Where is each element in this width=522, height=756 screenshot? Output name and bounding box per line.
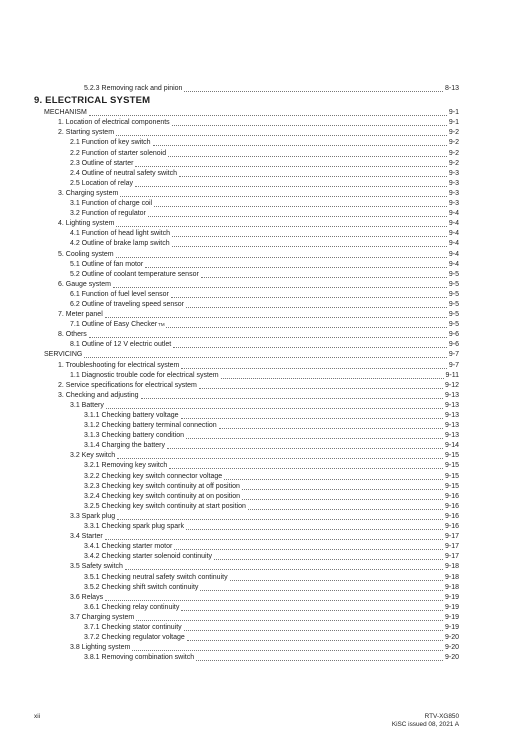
- toc-entry-page: 9-5: [448, 290, 459, 298]
- dot-leader: [230, 580, 443, 581]
- toc-entry-title: 5.2 Outline of coolant temperature sensor: [70, 270, 199, 278]
- toc-entry-title: 6.2 Outline of traveling speed sensor: [70, 300, 185, 308]
- footer-page-number: xii: [34, 713, 41, 720]
- toc-entry-page: 9-18: [444, 583, 459, 591]
- toc-entry-page: 9-2: [448, 139, 459, 147]
- dot-leader: [120, 196, 447, 197]
- toc-entry[interactable]: [0, 270, 522, 280]
- toc-entry-title: 4.1 Function of head light switch: [70, 230, 171, 238]
- toc-entry-page: 9-4: [448, 220, 459, 228]
- toc-entry-page: 9-4: [448, 240, 459, 248]
- toc-entry[interactable]: [0, 128, 522, 138]
- toc-entry[interactable]: [0, 643, 522, 653]
- toc-entry[interactable]: [0, 159, 522, 169]
- toc-entry-title: 3.7.1 Checking stator continuity: [84, 623, 182, 631]
- footer-document-info: [392, 713, 459, 729]
- toc-entry[interactable]: [0, 572, 522, 582]
- toc-entry-page: 9-15: [444, 452, 459, 460]
- toc-entry[interactable]: [0, 391, 522, 401]
- toc-entry-title: 3.6.1 Checking relay continuity: [84, 603, 180, 611]
- toc-entry-page: 8-13: [444, 85, 459, 93]
- toc-entry-title: 2. Service specifications for electrical system: [58, 381, 197, 389]
- dot-leader: [186, 529, 443, 530]
- toc-entry-title: 3.2.3 Checking key switch continuity at off position: [84, 482, 240, 490]
- dot-leader: [187, 640, 443, 641]
- toc-entry-page: 9-20: [444, 644, 459, 652]
- toc-entry[interactable]: [0, 593, 522, 603]
- dot-leader: [214, 559, 443, 560]
- toc-entry[interactable]: [0, 441, 522, 451]
- toc-entry[interactable]: [0, 189, 522, 199]
- dot-leader: [141, 398, 443, 399]
- toc-entry-page: 9-1: [448, 109, 459, 117]
- dot-leader: [116, 226, 446, 227]
- toc-entry[interactable]: [0, 562, 522, 572]
- toc-entry-title: 2.2 Function of starter solenoid: [70, 149, 167, 157]
- toc-entry[interactable]: [0, 401, 522, 411]
- toc-entry-title: 7.1 Outline of Easy Checker: [70, 321, 158, 329]
- toc-entry-page: 9-2: [448, 149, 459, 157]
- toc-entry-title: 4.2 Outline of brake lamp switch: [70, 240, 170, 248]
- dot-leader: [172, 246, 447, 247]
- toc-entry-title: 1.1 Diagnostic trouble code for electrical system: [70, 371, 219, 379]
- toc-entry[interactable]: [0, 633, 522, 643]
- toc-entry[interactable]: [0, 522, 522, 532]
- toc-entry[interactable]: [0, 249, 522, 259]
- toc-entry-page: 9-12: [444, 381, 459, 389]
- dot-leader: [171, 297, 447, 298]
- toc-entry[interactable]: [0, 492, 522, 502]
- dot-leader: [135, 186, 447, 187]
- dot-leader: [106, 408, 443, 409]
- toc-entry-title: 4. Lighting system: [58, 220, 115, 228]
- toc-entry-page: 9-6: [448, 341, 459, 349]
- dot-leader: [174, 549, 443, 550]
- dot-leader: [186, 438, 443, 439]
- toc-entry[interactable]: [0, 179, 522, 189]
- dot-leader: [145, 267, 447, 268]
- toc-entry-title: 2.1 Function of key switch: [70, 139, 151, 147]
- dot-leader: [135, 166, 446, 167]
- toc-entry[interactable]: [0, 310, 522, 320]
- toc-entry-page: 9-19: [444, 593, 459, 601]
- toc-entry-title: 3.1.3 Checking battery condition: [84, 432, 185, 440]
- toc-entry-title: 6.1 Function of fuel level sensor: [70, 290, 169, 298]
- toc-entry-title: 3.7.2 Checking regulator voltage: [84, 634, 185, 642]
- toc-entry-page: 9-16: [444, 492, 459, 500]
- dot-leader: [154, 206, 447, 207]
- toc-entry-title: 5.1 Outline of fan motor: [70, 260, 144, 268]
- toc-entry-title: 3.4.1 Checking starter motor: [84, 543, 173, 551]
- toc-entry[interactable]: [0, 219, 522, 229]
- toc-entry-title: 8. Others: [58, 331, 87, 339]
- toc-entry-title: 7. Meter panel: [58, 311, 103, 319]
- toc-entry-page: 9-14: [444, 442, 459, 450]
- toc-entry[interactable]: [0, 532, 522, 542]
- toc-entry-page: 9-5: [448, 311, 459, 319]
- toc-entry-page: 9-15: [444, 472, 459, 480]
- toc-entry[interactable]: [0, 350, 522, 360]
- toc-entry-title: 3.3.1 Checking spark plug spark: [84, 523, 184, 531]
- toc-entry-page: 9-7: [448, 351, 459, 359]
- toc-entry[interactable]: [0, 623, 522, 633]
- footer-issued: KiSC issued 08, 2021 A: [391, 721, 459, 728]
- toc-entry-title: 3. Checking and adjusting: [58, 391, 139, 399]
- toc-entry-title: 3.3 Spark plug: [70, 512, 116, 520]
- toc-entry-title: 3.1 Function of charge coil: [70, 200, 153, 208]
- dot-leader: [248, 509, 443, 510]
- toc-entry-page: 9-6: [448, 331, 459, 339]
- toc-entry[interactable]: [0, 209, 522, 219]
- toc-entry-title: 3.5.2 Checking shift switch continuity: [84, 583, 199, 591]
- dot-leader: [105, 600, 443, 601]
- toc-entry-page: 9-20: [444, 654, 459, 662]
- toc-entry-title: 2.4 Outline of neutral safety switch: [70, 169, 177, 177]
- toc-entry-title: 3.4.2 Checking starter solenoid continuity: [84, 553, 213, 561]
- toc-entry-title: 3.8 Lighting system: [70, 644, 131, 652]
- dot-leader: [181, 418, 443, 419]
- toc-entry-page: 9-19: [444, 613, 459, 621]
- dot-leader: [181, 610, 443, 611]
- toc-entry[interactable]: [0, 603, 522, 613]
- dot-leader: [219, 428, 443, 429]
- toc-entry[interactable]: [0, 471, 522, 481]
- dot-leader: [89, 337, 447, 338]
- toc-entry[interactable]: [0, 330, 522, 340]
- toc-entry[interactable]: [0, 371, 522, 381]
- toc-entry-title: MECHANISM: [44, 109, 87, 117]
- toc-entry-page: 9-5: [448, 270, 459, 278]
- toc-entry[interactable]: [0, 451, 522, 461]
- toc-entry[interactable]: [0, 653, 522, 663]
- toc-entry-page: 9-13: [444, 432, 459, 440]
- toc-entry[interactable]: [0, 148, 522, 158]
- dot-leader: [89, 115, 447, 116]
- table-of-contents: [0, 84, 522, 663]
- toc-entry-page: 9-7: [448, 361, 459, 369]
- toc-entry[interactable]: [0, 461, 522, 471]
- toc-entry[interactable]: [0, 290, 522, 300]
- toc-entry-page: 9-18: [444, 563, 459, 571]
- toc-entry-page: 9-4: [448, 250, 459, 258]
- toc-entry-page: 9-3: [448, 189, 459, 197]
- toc-entry[interactable]: [0, 118, 522, 128]
- toc-entry-page: 9-15: [444, 462, 459, 470]
- dot-leader: [181, 368, 446, 369]
- toc-entry-page: 9-5: [448, 280, 459, 288]
- toc-entry-page: 9-19: [444, 603, 459, 611]
- previous-chapter-entries: [0, 84, 522, 94]
- toc-entry[interactable]: [0, 431, 522, 441]
- toc-entry-title: 3.1 Battery: [70, 401, 104, 409]
- toc-entry-title: 8.1 Outline of 12 V electric outlet: [70, 341, 172, 349]
- toc-entry-page: 9-2: [448, 159, 459, 167]
- toc-entry-page: 9-5: [448, 300, 459, 308]
- toc-entry-title: 3.7 Charging system: [70, 613, 135, 621]
- toc-entry-title: 3.1.2 Checking battery terminal connection: [84, 422, 217, 430]
- toc-entry[interactable]: [0, 411, 522, 421]
- toc-entry[interactable]: [0, 340, 522, 350]
- toc-entry-title: 6. Gauge system: [58, 280, 111, 288]
- toc-entry-title: SERVICING: [44, 351, 83, 359]
- dot-leader: [184, 91, 443, 92]
- toc-entry-title: 2. Starting system: [58, 129, 115, 137]
- toc-entry-title: 3. Charging system: [58, 189, 119, 197]
- toc-entry-title: 3.2.1 Removing key switch: [84, 462, 168, 470]
- toc-entry-page: 9-4: [448, 260, 459, 268]
- dot-leader: [136, 620, 443, 621]
- toc-entry[interactable]: [0, 360, 522, 370]
- toc-entry[interactable]: [0, 300, 522, 310]
- dot-leader: [186, 307, 447, 308]
- toc-entry-page: 9-13: [444, 422, 459, 430]
- toc-entry[interactable]: [0, 421, 522, 431]
- dot-leader: [168, 156, 447, 157]
- dot-leader: [172, 125, 447, 126]
- toc-entry-title: 3.1.1 Checking battery voltage: [84, 412, 179, 419]
- toc-entry-title: 5.2.3 Removing rack and pinion: [84, 85, 183, 93]
- toc-entry-title: 3.6 Relays: [70, 593, 104, 601]
- toc-entry[interactable]: [0, 260, 522, 270]
- toc-entry-page: 9-18: [444, 573, 459, 581]
- toc-entry-title: 1. Location of electrical components: [58, 119, 170, 127]
- toc-entry-page: 9-3: [448, 200, 459, 208]
- dot-leader: [221, 378, 444, 379]
- dot-leader: [199, 388, 443, 389]
- toc-entry-title: 3.4 Starter: [70, 533, 103, 541]
- trademark-mark: TM: [158, 322, 165, 328]
- dot-leader: [166, 327, 447, 328]
- dot-leader: [167, 448, 443, 449]
- toc-entry[interactable]: [0, 239, 522, 249]
- dot-leader: [117, 458, 443, 459]
- toc-entry-title: 3.2.4 Checking key switch continuity at on position: [84, 492, 241, 500]
- toc-entry[interactable]: [0, 552, 522, 562]
- toc-entry-title: 3.8.1 Removing combination switch: [84, 654, 195, 662]
- toc-entry-page: 9-15: [444, 482, 459, 490]
- toc-entry[interactable]: [0, 280, 522, 290]
- dot-leader: [132, 650, 443, 651]
- dot-leader: [242, 489, 443, 490]
- dot-leader: [84, 357, 446, 358]
- toc-entry-title: 1. Troubleshooting for electrical system: [58, 361, 180, 369]
- toc-entry[interactable]: [0, 613, 522, 623]
- dot-leader: [200, 590, 443, 591]
- dot-leader: [153, 145, 447, 146]
- toc-entry-title: 5. Cooling system: [58, 250, 114, 258]
- toc-entry[interactable]: [0, 199, 522, 209]
- chapter-entries: [0, 108, 522, 663]
- toc-entry-page: 9-1: [448, 119, 459, 127]
- dot-leader: [117, 519, 443, 520]
- toc-entry-title: 3.5 Safety switch: [70, 563, 123, 571]
- toc-entry-title: 2.3 Outline of starter: [70, 159, 134, 167]
- dot-leader: [169, 468, 443, 469]
- toc-entry-page: 9-16: [444, 502, 459, 510]
- toc-entry-page: 9-5: [448, 321, 459, 329]
- toc-entry-page: 9-16: [444, 523, 459, 531]
- toc-entry[interactable]: [0, 84, 522, 94]
- toc-entry-title: 3.2.5 Checking key switch continuity at start position: [84, 502, 246, 510]
- toc-entry-title: 3.5.1 Checking neutral safety switch continuity: [84, 573, 228, 581]
- toc-entry-page: 9-20: [444, 634, 459, 642]
- toc-entry[interactable]: [0, 512, 522, 522]
- dot-leader: [105, 317, 447, 318]
- toc-entry-page: 9-3: [448, 169, 459, 177]
- toc-entry-title: 3.2 Function of regulator: [70, 210, 146, 218]
- toc-entry[interactable]: [0, 108, 522, 118]
- dot-leader: [125, 569, 443, 570]
- toc-entry[interactable]: [0, 229, 522, 239]
- dot-leader: [116, 257, 447, 258]
- dot-leader: [148, 216, 447, 217]
- dot-leader: [196, 660, 443, 661]
- dot-leader: [179, 176, 447, 177]
- toc-entry-page: 9-4: [448, 210, 459, 218]
- chapter-title: 9. ELECTRICAL SYSTEM: [34, 95, 151, 107]
- toc-entry[interactable]: [0, 583, 522, 593]
- dot-leader: [105, 539, 443, 540]
- toc-entry-page: 9-2: [448, 129, 459, 137]
- toc-entry[interactable]: [0, 320, 522, 330]
- chapter-heading: [0, 94, 522, 108]
- dot-leader: [224, 479, 443, 480]
- toc-entry-page: 9-13: [444, 401, 459, 409]
- toc-entry-page: 9-4: [448, 230, 459, 238]
- toc-entry-page: 9-19: [444, 623, 459, 631]
- toc-entry-page: 9-17: [444, 553, 459, 561]
- toc-entry-title: 3.1.4 Charging the battery: [84, 442, 165, 450]
- toc-entry-page: 9-13: [444, 391, 459, 399]
- toc-entry[interactable]: [0, 381, 522, 391]
- dot-leader: [113, 287, 447, 288]
- toc-entry-page: 9-13: [444, 412, 459, 419]
- toc-entry-page: 9-17: [444, 533, 459, 541]
- toc-entry-page: 9-3: [448, 179, 459, 187]
- toc-entry-title: 2.5 Location of relay: [70, 179, 134, 187]
- toc-entry[interactable]: [0, 482, 522, 492]
- dot-leader: [201, 277, 447, 278]
- footer-model: RTV-XG850: [424, 713, 459, 720]
- toc-entry[interactable]: [0, 502, 522, 512]
- dot-leader: [184, 630, 443, 631]
- toc-entry-page: 9-11: [445, 371, 459, 379]
- dot-leader: [172, 236, 447, 237]
- toc-entry-title: 3.2 Key switch: [70, 452, 116, 460]
- toc-entry[interactable]: [0, 169, 522, 179]
- dot-leader: [242, 499, 443, 500]
- toc-entry[interactable]: [0, 542, 522, 552]
- toc-entry-page: 9-16: [444, 512, 459, 520]
- dot-leader: [116, 135, 447, 136]
- toc-entry-page: 9-17: [444, 543, 459, 551]
- toc-entry-title: 3.2.2 Checking key switch connector voltage: [84, 472, 223, 480]
- dot-leader: [173, 347, 447, 348]
- toc-entry[interactable]: [0, 138, 522, 148]
